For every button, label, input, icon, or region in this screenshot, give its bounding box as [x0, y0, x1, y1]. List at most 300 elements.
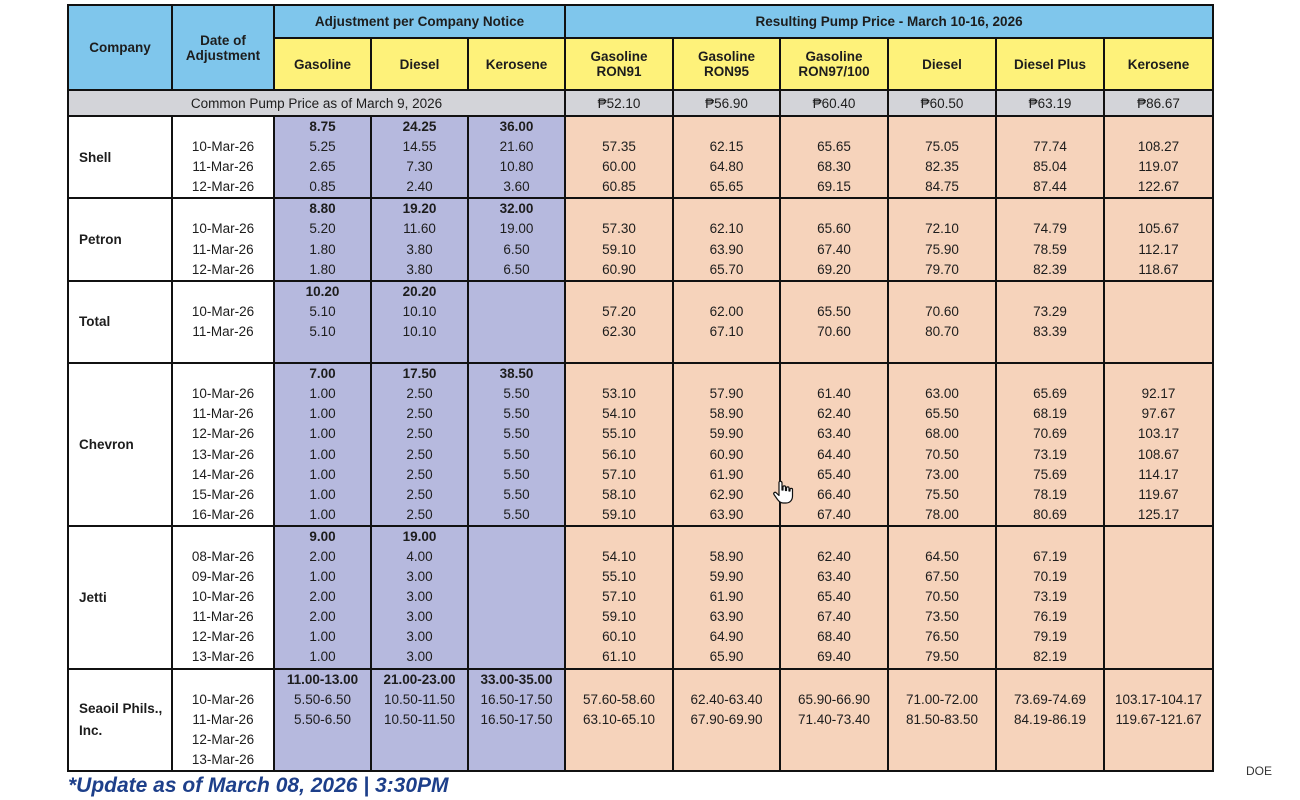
value-cell — [674, 364, 779, 384]
value-cell: 57.30 — [602, 221, 636, 237]
value-cell: 63.00 — [925, 386, 959, 402]
value-cell: 21.00-23.00 — [383, 671, 456, 687]
company-row — [68, 526, 1213, 669]
value-cell — [1105, 199, 1212, 219]
value-cell: 68.19 — [1033, 406, 1067, 422]
value-cell: 3.00 — [406, 569, 433, 585]
value-cell: 82.35 — [925, 159, 959, 175]
resulting-group-header: Resulting Pump Price - March 10-16, 2026 — [565, 5, 1213, 38]
value-cell: 76.50 — [925, 629, 959, 645]
value-cell — [997, 117, 1103, 137]
value-cell — [173, 117, 273, 137]
value-cell: 59.90 — [709, 426, 744, 442]
value-cell — [469, 750, 564, 770]
value-cell: 33.00-35.00 — [480, 671, 553, 687]
value-cell: 62.40 — [817, 406, 851, 422]
value-cell: 55.10 — [602, 426, 636, 442]
resulting-prices — [780, 669, 888, 771]
value-cell — [1105, 547, 1212, 567]
value-cell — [997, 282, 1103, 302]
value-cell: 71.00-72.00 — [905, 691, 979, 707]
resulting-prices — [565, 526, 673, 669]
value-cell: 63.90 — [709, 609, 744, 625]
company-name: Petron — [68, 198, 172, 280]
value-cell: 60.90 — [602, 261, 636, 277]
value-cell: 97.67 — [1141, 406, 1176, 422]
value-cell: 60.85 — [602, 179, 636, 195]
value-cell: 5.50 — [503, 446, 530, 462]
company-name: Chevron — [68, 363, 172, 526]
value-cell — [469, 342, 564, 362]
company-header: Company — [68, 5, 172, 90]
value-cell: 64.50 — [925, 548, 959, 564]
value-cell — [781, 527, 887, 547]
value-cell: 103.17 — [1137, 426, 1180, 442]
value-cell: 61.10 — [602, 649, 636, 665]
value-cell: 79.19 — [1033, 629, 1067, 645]
value-cell: 83.39 — [1033, 323, 1067, 339]
company-row — [68, 363, 1213, 526]
value-cell: 19.20 — [402, 201, 437, 217]
value-cell: 73.00 — [925, 466, 959, 482]
value-cell: 2.00 — [309, 589, 336, 605]
resulting-prices — [780, 363, 888, 526]
value-cell: 119.67-121.67 — [1115, 711, 1202, 727]
adj-col-diesel: Diesel — [371, 38, 468, 90]
adjustment-values — [468, 116, 565, 198]
res-col-ron95: Gasoline RON95 — [673, 38, 780, 90]
common-price-kerosene: ₱86.67 — [1104, 90, 1213, 116]
value-cell — [781, 670, 887, 690]
value-cell: 2.50 — [406, 446, 433, 462]
value-cell — [469, 627, 564, 647]
value-cell: 62.30 — [602, 323, 636, 339]
value-cell: 5.50 — [503, 426, 530, 442]
company-name: Jetti — [68, 526, 172, 669]
value-cell: 64.90 — [709, 629, 744, 645]
company-name: Shell — [68, 116, 172, 198]
resulting-prices — [673, 116, 780, 198]
value-cell — [889, 199, 995, 219]
value-cell: 70.69 — [1033, 426, 1067, 442]
value-cell — [566, 342, 672, 362]
value-cell: 63.40 — [817, 426, 851, 442]
value-cell — [1105, 607, 1212, 627]
value-cell: 61.40 — [817, 386, 851, 402]
resulting-prices — [888, 198, 996, 280]
value-cell: 2.50 — [406, 386, 433, 402]
value-cell: 62.00 — [709, 303, 744, 319]
value-cell: 11-Mar-26 — [192, 406, 254, 422]
value-cell — [469, 322, 564, 342]
value-cell — [1105, 302, 1212, 322]
value-cell — [781, 750, 887, 770]
value-cell: 78.59 — [1033, 241, 1067, 257]
value-cell: 56.10 — [602, 446, 636, 462]
value-cell: 68.30 — [817, 159, 851, 175]
value-cell: 10-Mar-26 — [191, 139, 255, 155]
adj-col-kerosene: Kerosene — [468, 38, 565, 90]
value-cell: 62.40 — [817, 548, 851, 564]
value-cell: 75.50 — [925, 486, 959, 502]
value-cell: 5.50-6.50 — [293, 711, 352, 727]
value-cell — [469, 730, 564, 750]
adjustment-values — [468, 526, 565, 669]
value-cell: 12-Mar-26 — [191, 426, 255, 442]
value-cell: 64.40 — [817, 446, 851, 462]
value-cell: 61.90 — [709, 466, 744, 482]
value-cell — [469, 647, 564, 667]
value-cell: 57.90 — [709, 386, 744, 402]
value-cell — [173, 670, 273, 690]
resulting-prices — [780, 116, 888, 198]
adjustment-values — [371, 363, 468, 526]
value-cell: 1.00 — [309, 386, 336, 402]
value-cell: 5.50 — [503, 406, 530, 422]
value-cell: 63.90 — [709, 241, 744, 257]
value-cell — [1105, 117, 1212, 137]
value-cell: 77.74 — [1033, 139, 1067, 155]
company-row — [68, 198, 1213, 280]
value-cell: 73.29 — [1033, 303, 1067, 319]
adjustment-group-header: Adjustment per Company Notice — [274, 5, 565, 38]
value-cell — [674, 282, 779, 302]
value-cell: 1.00 — [309, 466, 336, 482]
value-cell — [173, 282, 273, 302]
value-cell: 20.20 — [402, 283, 437, 299]
adjustment-values — [371, 669, 468, 771]
value-cell — [469, 587, 564, 607]
value-cell: 0.85 — [309, 179, 336, 195]
value-cell: 11-Mar-26 — [192, 241, 254, 257]
value-cell: 70.50 — [925, 589, 959, 605]
company-name: Total — [68, 281, 172, 363]
value-cell — [469, 527, 564, 547]
adjustment-dates — [172, 198, 274, 280]
value-cell: 3.00 — [406, 589, 433, 605]
value-cell: 10-Mar-26 — [191, 221, 255, 237]
value-cell: 58.90 — [709, 548, 744, 564]
value-cell — [889, 750, 995, 770]
value-cell: 54.10 — [602, 406, 636, 422]
value-cell: 5.25 — [309, 139, 336, 155]
value-cell — [173, 527, 273, 547]
value-cell: 10.10 — [402, 303, 437, 319]
value-cell: 73.19 — [1033, 589, 1067, 605]
value-cell: 1.80 — [309, 261, 336, 277]
value-cell: 08-Mar-26 — [191, 548, 255, 564]
value-cell: 12-Mar-26 — [191, 731, 255, 747]
value-cell: 78.00 — [925, 506, 959, 522]
value-cell — [1105, 670, 1212, 690]
value-cell — [469, 567, 564, 587]
resulting-prices — [888, 116, 996, 198]
value-cell — [173, 199, 273, 219]
value-cell — [173, 342, 273, 362]
value-cell: 19.00 — [402, 528, 437, 544]
value-cell: 67.90-69.90 — [690, 711, 763, 727]
value-cell: 64.80 — [709, 159, 744, 175]
value-cell: 65.90 — [709, 649, 744, 665]
company-row — [68, 669, 1213, 771]
value-cell: 16.50-17.50 — [480, 691, 553, 707]
value-cell — [372, 730, 467, 750]
value-cell: 70.19 — [1033, 569, 1067, 585]
value-cell: 118.67 — [1138, 261, 1179, 277]
value-cell: 11.60 — [403, 221, 436, 237]
value-cell — [372, 342, 467, 362]
value-cell: 67.40 — [817, 609, 851, 625]
value-cell — [1105, 567, 1212, 587]
value-cell: 114.17 — [1138, 466, 1179, 482]
value-cell: 6.50 — [503, 241, 530, 257]
value-cell: 65.50 — [817, 303, 851, 319]
value-cell: 85.04 — [1033, 159, 1067, 175]
resulting-prices — [1104, 198, 1213, 280]
value-cell: 87.44 — [1033, 179, 1067, 195]
resulting-prices — [888, 669, 996, 771]
value-cell: 103.17-104.17 — [1115, 691, 1203, 707]
value-cell — [889, 117, 995, 137]
value-cell: 3.00 — [406, 649, 433, 665]
value-cell: 2.40 — [406, 179, 433, 195]
value-cell — [1105, 627, 1212, 647]
value-cell — [566, 282, 672, 302]
value-cell: 21.60 — [499, 139, 534, 155]
value-cell: 81.50-83.50 — [905, 711, 979, 727]
value-cell — [674, 117, 779, 137]
value-cell: 12-Mar-26 — [191, 179, 255, 195]
value-cell: 67.19 — [1033, 548, 1067, 564]
source-tag: DOE — [1246, 764, 1273, 778]
value-cell: 79.50 — [925, 649, 959, 665]
value-cell: 10.20 — [305, 283, 340, 299]
value-cell: 36.00 — [499, 119, 534, 134]
value-cell: 71.40-73.40 — [797, 711, 871, 727]
value-cell: 5.50 — [503, 466, 530, 482]
company-row — [68, 281, 1213, 363]
value-cell: 79.70 — [925, 261, 959, 277]
value-cell: 1.00 — [309, 506, 336, 522]
adjustment-values — [274, 669, 371, 771]
value-cell: 14-Mar-26 — [191, 466, 255, 482]
value-cell: 57.60-58.60 — [582, 691, 656, 707]
value-cell: 67.10 — [709, 323, 744, 339]
resulting-prices — [996, 669, 1104, 771]
header-row-top — [68, 5, 1213, 38]
resulting-prices — [996, 526, 1104, 669]
resulting-prices — [996, 363, 1104, 526]
value-cell: 9.00 — [309, 528, 336, 544]
value-cell: 105.67 — [1137, 221, 1180, 237]
value-cell: 67.50 — [925, 569, 959, 585]
value-cell: 62.90 — [709, 486, 744, 502]
update-timestamp-note: *Update as of March 08, 2026 | 3:30PM — [68, 774, 449, 797]
adjustment-dates — [172, 669, 274, 771]
value-cell: 63.90 — [709, 506, 744, 522]
adjustment-values — [371, 526, 468, 669]
value-cell: 5.50 — [503, 506, 530, 522]
value-cell — [566, 527, 672, 547]
resulting-prices — [565, 363, 673, 526]
value-cell: 3.80 — [406, 261, 433, 277]
value-cell — [997, 527, 1103, 547]
value-cell: 2.00 — [309, 609, 336, 625]
value-cell: 92.17 — [1141, 386, 1176, 402]
value-cell: 108.27 — [1137, 139, 1180, 155]
value-cell: 68.40 — [817, 629, 851, 645]
value-cell — [1105, 587, 1212, 607]
value-cell — [566, 117, 672, 137]
adjustment-values — [274, 281, 371, 363]
value-cell — [1105, 342, 1212, 362]
value-cell: 19.00 — [499, 221, 534, 237]
value-cell: 24.25 — [402, 119, 437, 134]
value-cell: 82.39 — [1033, 261, 1067, 277]
value-cell — [1105, 282, 1212, 302]
value-cell — [1105, 364, 1212, 384]
value-cell: 10.80 — [499, 159, 534, 175]
resulting-prices — [780, 198, 888, 280]
value-cell — [566, 199, 672, 219]
value-cell — [566, 364, 672, 384]
value-cell: 1.00 — [309, 649, 336, 665]
value-cell: 58.90 — [709, 406, 744, 422]
value-cell: 65.65 — [817, 139, 851, 155]
adjustment-values — [468, 281, 565, 363]
value-cell: 60.00 — [602, 159, 636, 175]
value-cell — [997, 199, 1103, 219]
value-cell — [173, 364, 273, 384]
value-cell: 70.60 — [925, 303, 959, 319]
value-cell — [566, 730, 672, 750]
adjustment-values — [274, 198, 371, 280]
value-cell: 75.05 — [925, 139, 959, 155]
value-cell: 63.40 — [817, 569, 851, 585]
value-cell — [674, 527, 779, 547]
value-cell: 11-Mar-26 — [192, 711, 254, 727]
value-cell: 2.50 — [406, 486, 433, 502]
value-cell — [1105, 527, 1212, 547]
value-cell: 38.50 — [499, 366, 534, 382]
value-cell: 14.55 — [402, 139, 437, 155]
value-cell: 11-Mar-26 — [192, 323, 254, 339]
value-cell: 57.10 — [602, 466, 636, 482]
adjustment-values — [468, 198, 565, 280]
value-cell: 65.40 — [817, 466, 851, 482]
value-cell: 1.00 — [309, 406, 336, 422]
resulting-prices — [996, 116, 1104, 198]
value-cell — [889, 527, 995, 547]
company-row — [68, 116, 1213, 198]
common-price-ron97: ₱60.40 — [780, 90, 888, 116]
value-cell: 74.79 — [1033, 221, 1067, 237]
value-cell: 54.10 — [602, 548, 636, 564]
res-col-kerosene: Kerosene — [1104, 38, 1213, 90]
value-cell — [469, 302, 564, 322]
adjustment-values — [468, 363, 565, 526]
res-col-diesel: Diesel — [888, 38, 996, 90]
adj-col-gasoline: Gasoline — [274, 38, 371, 90]
value-cell: 15-Mar-26 — [191, 486, 255, 502]
value-cell: 70.50 — [925, 446, 959, 462]
value-cell: 1.00 — [309, 486, 336, 502]
value-cell — [275, 730, 370, 750]
value-cell: 3.60 — [503, 179, 530, 195]
value-cell: 65.60 — [817, 221, 851, 237]
value-cell — [566, 750, 672, 770]
value-cell: 10-Mar-26 — [191, 691, 255, 707]
value-cell: 7.00 — [309, 366, 336, 382]
value-cell: 62.10 — [709, 221, 744, 237]
value-cell: 112.17 — [1138, 241, 1179, 257]
value-cell: 57.35 — [602, 139, 636, 155]
value-cell: 5.20 — [309, 221, 336, 237]
value-cell: 10-Mar-26 — [191, 303, 255, 319]
value-cell: 108.67 — [1137, 446, 1180, 462]
resulting-prices — [1104, 363, 1213, 526]
value-cell: 84.19-86.19 — [1013, 711, 1087, 727]
value-cell — [674, 730, 779, 750]
value-cell — [1105, 750, 1212, 770]
value-cell: 1.00 — [309, 426, 336, 442]
value-cell: 73.19 — [1033, 446, 1067, 462]
value-cell: 75.90 — [925, 241, 959, 257]
value-cell: 65.40 — [817, 589, 851, 605]
value-cell: 61.90 — [709, 589, 744, 605]
value-cell: 13-Mar-26 — [191, 649, 255, 665]
common-price-ron91: ₱52.10 — [565, 90, 673, 116]
value-cell: 12-Mar-26 — [191, 261, 255, 277]
value-cell: 1.80 — [309, 241, 336, 257]
value-cell: 16.50-17.50 — [480, 711, 553, 727]
value-cell: 7.30 — [406, 159, 433, 175]
value-cell: 13-Mar-26 — [191, 446, 255, 462]
value-cell: 66.40 — [817, 486, 851, 502]
value-cell: 60.10 — [602, 629, 636, 645]
res-col-ron97: Gasoline RON97/100 — [780, 38, 888, 90]
value-cell — [781, 282, 887, 302]
resulting-prices — [996, 281, 1104, 363]
value-cell: 11-Mar-26 — [192, 159, 254, 175]
value-cell: 80.69 — [1033, 506, 1067, 522]
value-cell: 69.40 — [817, 649, 851, 665]
value-cell — [1105, 730, 1212, 750]
resulting-prices — [888, 363, 996, 526]
value-cell: 67.40 — [817, 506, 851, 522]
adjustment-values — [274, 526, 371, 669]
value-cell: 80.70 — [925, 323, 959, 339]
value-cell — [469, 547, 564, 567]
value-cell: 11.00-13.00 — [286, 671, 359, 687]
value-cell: 125.17 — [1137, 506, 1180, 522]
value-cell: 57.20 — [602, 303, 636, 319]
value-cell: 57.10 — [602, 589, 636, 605]
adjustment-values — [371, 281, 468, 363]
common-price-label: Common Pump Price as of March 9, 2026 — [68, 90, 565, 116]
value-cell: 68.00 — [925, 426, 959, 442]
value-cell: 12-Mar-26 — [191, 629, 255, 645]
value-cell: 122.67 — [1137, 179, 1180, 195]
value-cell: 78.19 — [1033, 486, 1067, 502]
value-cell — [781, 730, 887, 750]
value-cell: 62.40-63.40 — [690, 691, 763, 707]
value-cell: 69.20 — [817, 261, 851, 277]
adjustment-values — [468, 669, 565, 771]
resulting-prices — [565, 669, 673, 771]
adjustment-values — [274, 363, 371, 526]
value-cell: 10-Mar-26 — [191, 589, 255, 605]
